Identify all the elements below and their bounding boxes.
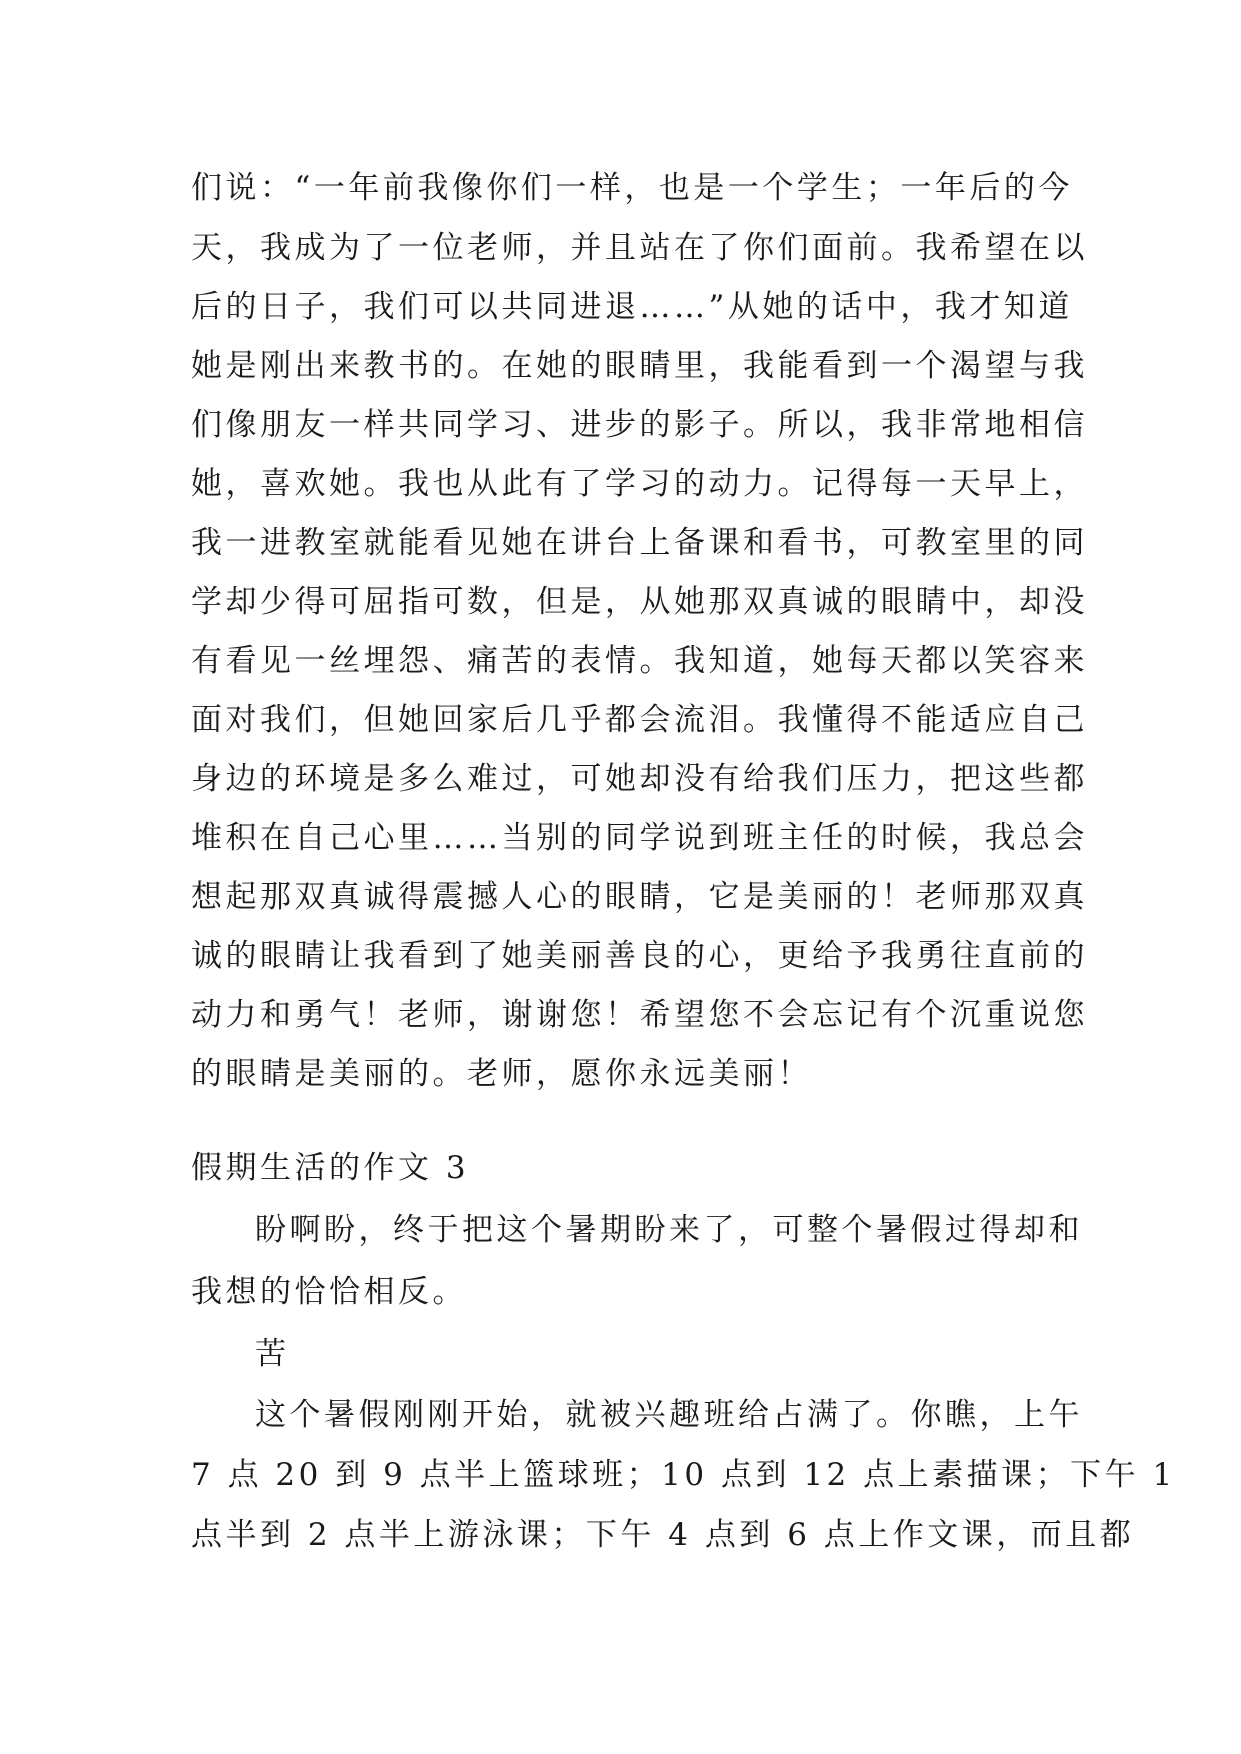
paragraph-line: 7 点 20 到 9 点半上篮球班；10 点到 12 点上素描课；下午 1 <box>191 1457 1176 1493</box>
paragraph-line: 有看见一丝埋怨、痛苦的表情。我知道，她每天都以笑容来 <box>191 643 1088 679</box>
section-title: 假期生活的作文 3 <box>191 1150 470 1186</box>
paragraph-line: 们说：“一年前我像你们一样，也是一个学生；一年后的今 <box>191 170 1073 206</box>
paragraph-line: 身边的环境是多么难过，可她却没有给我们压力，把这些都 <box>191 761 1088 797</box>
paragraph-line: 想起那双真诚得震撼人心的眼睛，它是美丽的！老师那双真 <box>191 879 1088 915</box>
paragraph-line: 她，喜欢她。我也从此有了学习的动力。记得每一天早上， <box>191 466 1088 502</box>
paragraph-line: 她是刚出来教书的。在她的眼睛里，我能看到一个渴望与我 <box>191 348 1088 384</box>
paragraph-line: 我一进教室就能看见她在讲台上备课和看书，可教室里的同 <box>191 525 1088 561</box>
paragraph-line: 学却少得可屈指可数，但是，从她那双真诚的眼睛中，却没 <box>191 584 1088 620</box>
paragraph-line: 天，我成为了一位老师，并且站在了你们面前。我希望在以 <box>191 230 1088 266</box>
paragraph-line: 动力和勇气！老师，谢谢您！希望您不会忘记有个沉重说您 <box>191 997 1088 1033</box>
paragraph-line: 我想的恰恰相反。 <box>191 1274 467 1310</box>
paragraph-line: 这个暑假刚刚开始，就被兴趣班给占满了。你瞧，上午 <box>255 1397 1083 1433</box>
paragraph-line: 堆积在自己心里……当别的同学说到班主任的时候，我总会 <box>191 820 1088 856</box>
paragraph-line: 盼啊盼，终于把这个暑期盼来了，可整个暑假过得却和 <box>255 1212 1083 1248</box>
paragraph-line: 的眼睛是美丽的。老师，愿你永远美丽！ <box>191 1056 812 1092</box>
subheading: 苦 <box>255 1336 290 1372</box>
paragraph-line: 诚的眼睛让我看到了她美丽善良的心，更给予我勇往直前的 <box>191 938 1088 974</box>
paragraph-line: 后的日子，我们可以共同进退……”从她的话中，我才知道 <box>191 289 1073 325</box>
paragraph-line: 面对我们，但她回家后几乎都会流泪。我懂得不能适应自己 <box>191 702 1088 738</box>
paragraph-line: 点半到 2 点半上游泳课；下午 4 点到 6 点上作文课，而且都 <box>191 1517 1135 1553</box>
paragraph-line: 们像朋友一样共同学习、进步的影子。所以，我非常地相信 <box>191 407 1088 443</box>
